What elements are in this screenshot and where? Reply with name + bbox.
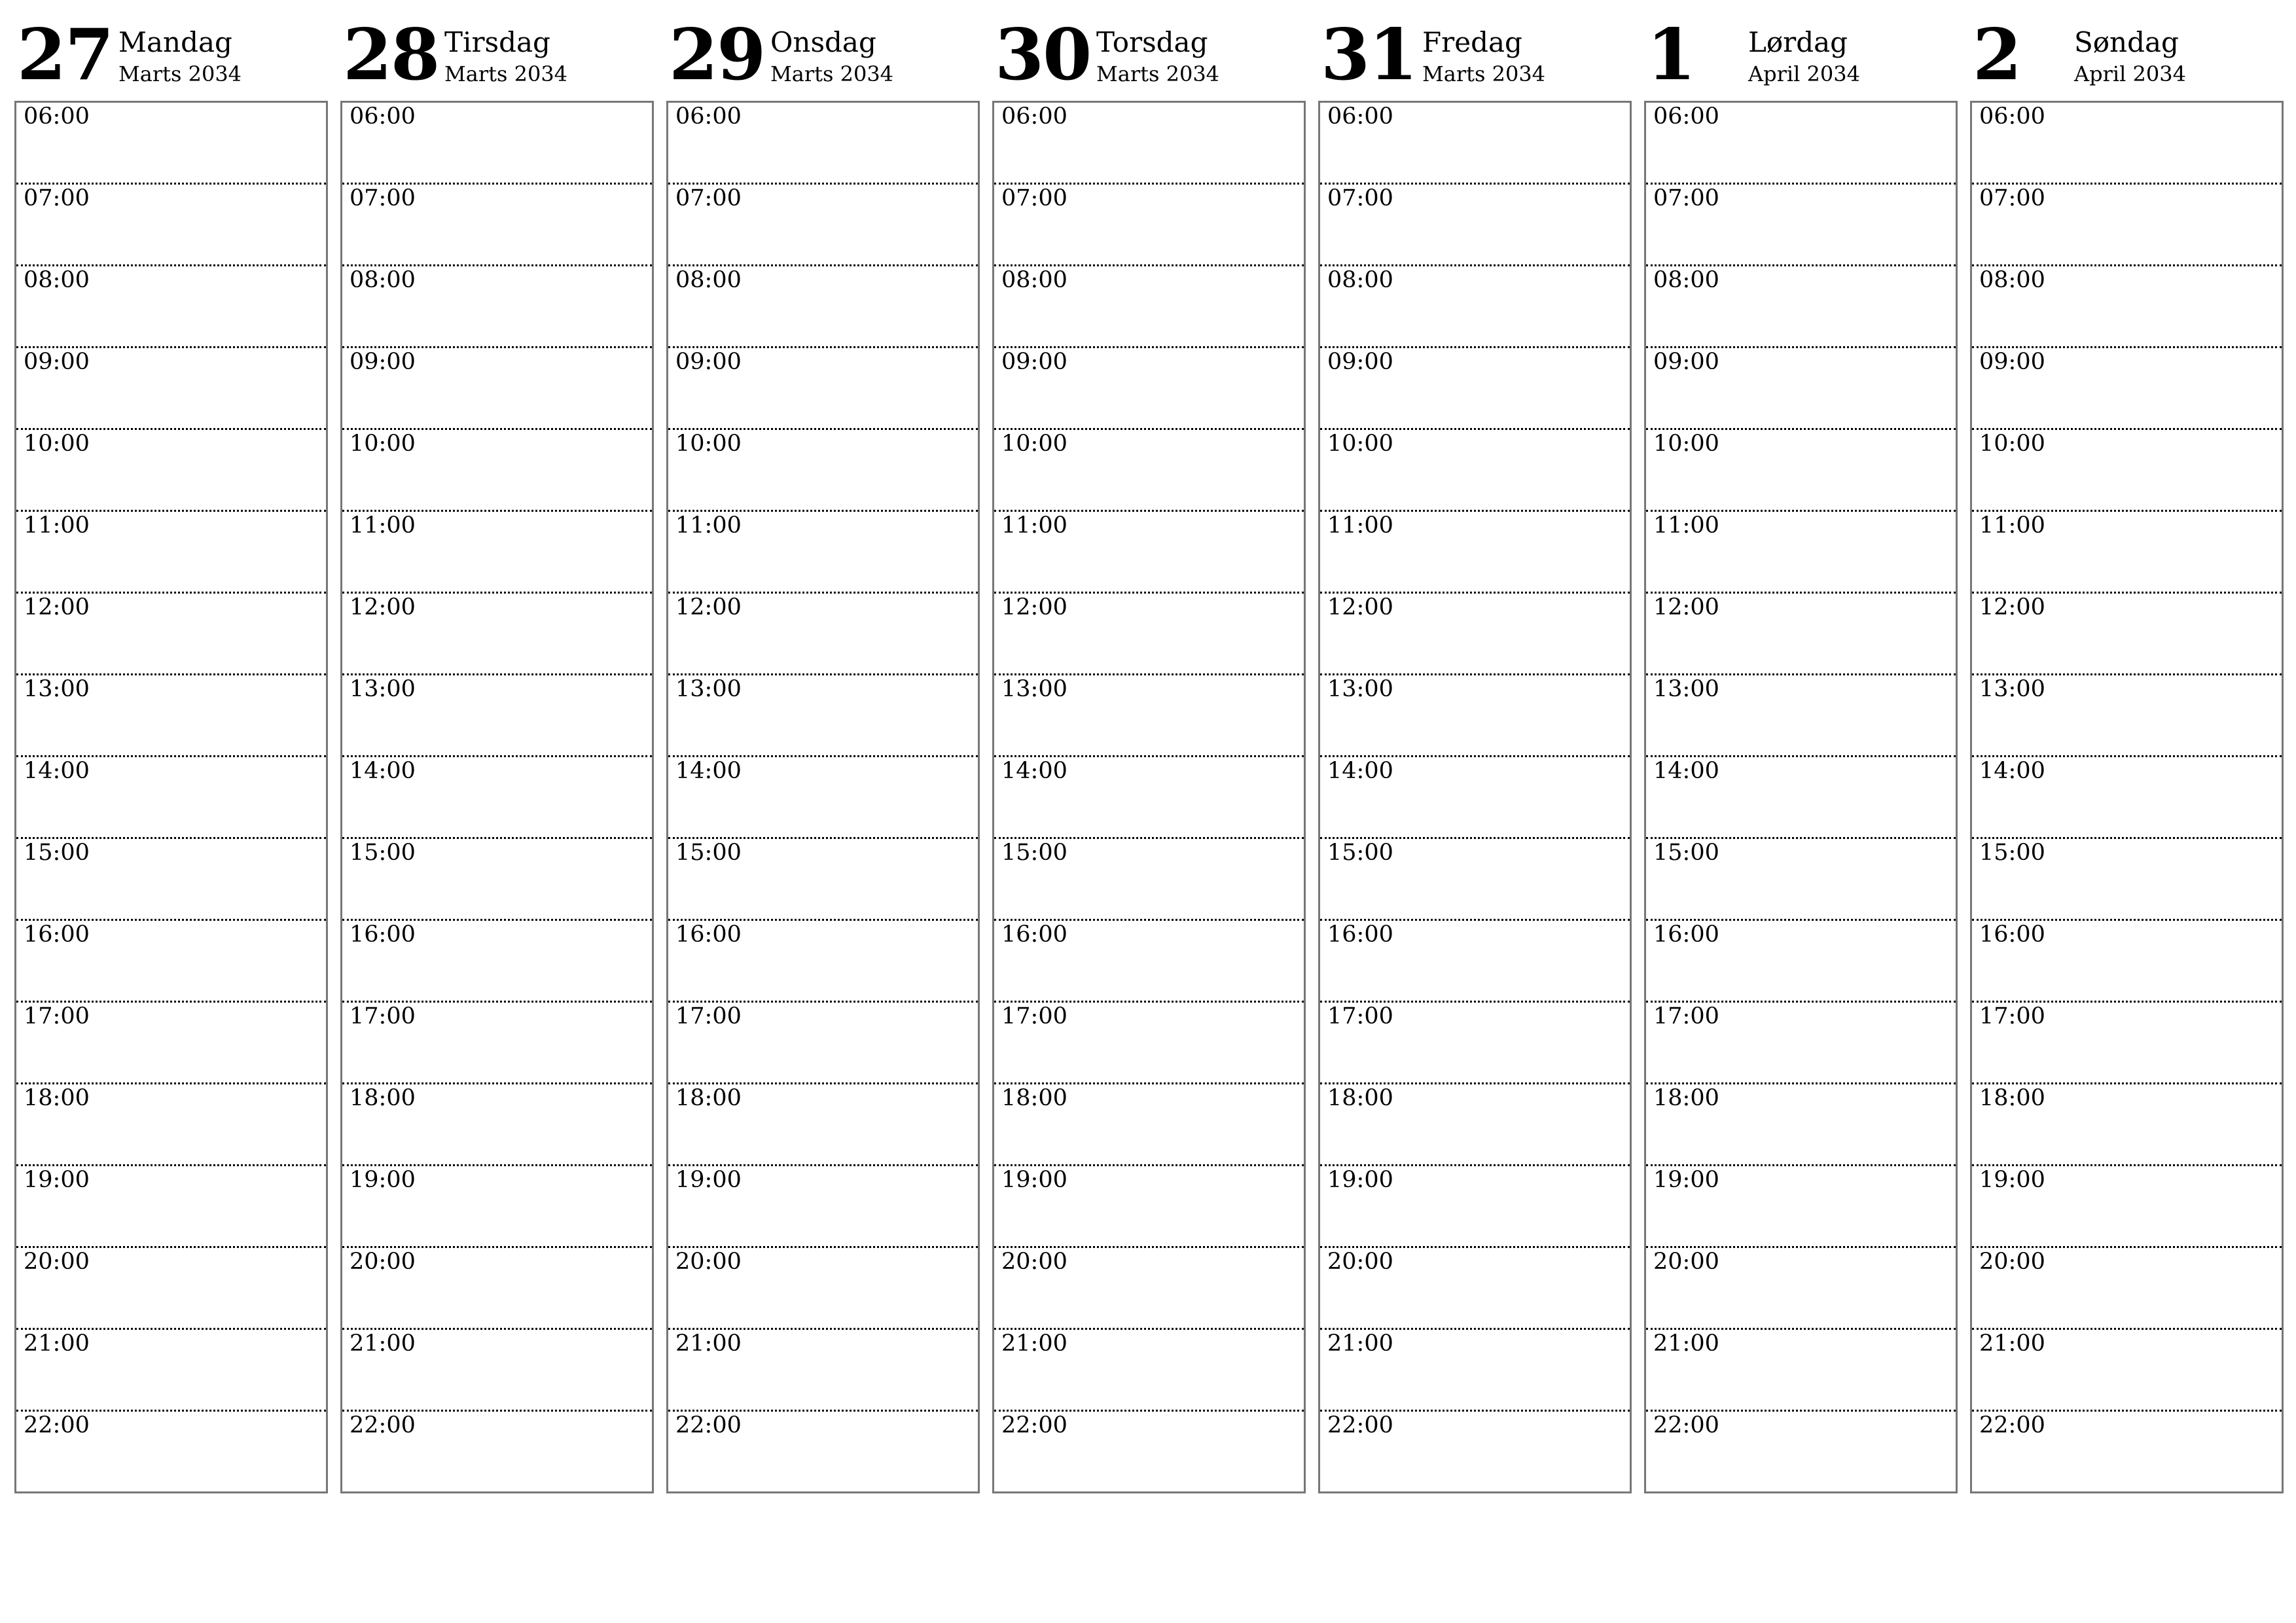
hour-slot[interactable] — [994, 1410, 1304, 1493]
hour-slot[interactable] — [342, 837, 652, 921]
month-label: Marts 2034 — [444, 62, 568, 86]
hour-slot[interactable] — [668, 1164, 978, 1248]
hour-slot[interactable] — [1646, 837, 1956, 921]
hour-slot[interactable] — [1972, 103, 2282, 185]
hour-label: 10:00 — [1001, 431, 1067, 457]
hour-slot[interactable] — [342, 1410, 652, 1493]
hour-label: 21:00 — [24, 1330, 90, 1357]
weekday-label: Tirsdag — [444, 26, 550, 58]
hour-slot[interactable] — [342, 1082, 652, 1166]
hour-slot[interactable] — [668, 346, 978, 430]
hour-label: 12:00 — [675, 594, 742, 620]
hour-slot[interactable] — [1646, 103, 1956, 185]
hour-slot[interactable] — [1972, 592, 2282, 675]
hour-slot[interactable] — [668, 673, 978, 757]
hour-slot[interactable] — [342, 346, 652, 430]
hour-label: 15:00 — [24, 840, 90, 866]
hour-slot[interactable] — [1320, 673, 1630, 757]
hour-label: 10:00 — [1327, 431, 1393, 457]
weekday-label: Søndag — [2074, 26, 2179, 58]
hour-slot[interactable] — [342, 1001, 652, 1084]
hour-slot[interactable] — [1972, 264, 2282, 348]
hour-slot[interactable] — [16, 1164, 326, 1248]
hour-slot[interactable] — [1646, 755, 1956, 839]
hour-label: 13:00 — [1001, 676, 1067, 702]
hour-label: 14:00 — [1327, 758, 1393, 784]
hour-slot[interactable] — [1972, 1410, 2282, 1493]
hour-label: 16:00 — [1327, 921, 1393, 948]
hour-slot[interactable] — [668, 755, 978, 839]
hour-slot[interactable] — [1646, 346, 1956, 430]
hour-label: 16:00 — [1979, 921, 2045, 948]
month-label: April 2034 — [2074, 62, 2186, 86]
hour-label: 16:00 — [675, 921, 742, 948]
hour-label: 21:00 — [1653, 1330, 1719, 1357]
hour-label: 06:00 — [1327, 103, 1393, 130]
day-number: 31 — [1321, 14, 1417, 96]
hour-label: 19:00 — [1653, 1167, 1719, 1193]
hour-slot[interactable] — [342, 510, 652, 594]
hour-label: 06:00 — [1001, 103, 1067, 130]
hour-label: 07:00 — [1327, 185, 1393, 211]
hour-label: 17:00 — [350, 1003, 416, 1029]
hour-slot[interactable] — [1972, 1246, 2282, 1330]
day-header — [666, 14, 978, 99]
hour-slot[interactable] — [16, 346, 326, 430]
hour-slot[interactable] — [16, 1410, 326, 1493]
hour-slot[interactable] — [16, 183, 326, 266]
day-number: 2 — [1973, 14, 2021, 96]
hour-label: 14:00 — [1653, 758, 1719, 784]
hour-slot[interactable] — [1320, 837, 1630, 921]
hour-slot[interactable] — [1646, 919, 1956, 1003]
hour-label: 22:00 — [1653, 1412, 1719, 1438]
day-header — [340, 14, 653, 99]
hour-label: 10:00 — [24, 431, 90, 457]
month-label: Marts 2034 — [1096, 62, 1220, 86]
hour-slot[interactable] — [1972, 346, 2282, 430]
hour-label: 22:00 — [1979, 1412, 2045, 1438]
hour-slot[interactable] — [668, 1410, 978, 1493]
hour-slot[interactable] — [668, 183, 978, 266]
hour-slot[interactable] — [994, 1082, 1304, 1166]
hour-label: 08:00 — [24, 267, 90, 293]
day-time-grid — [1318, 101, 1632, 1493]
hour-slot[interactable] — [342, 183, 652, 266]
hour-slot[interactable] — [994, 1164, 1304, 1248]
hour-slot[interactable] — [1320, 1410, 1630, 1493]
hour-slot[interactable] — [1320, 346, 1630, 430]
hour-label: 12:00 — [1327, 594, 1393, 620]
hour-label: 13:00 — [350, 676, 416, 702]
hour-slot[interactable] — [16, 919, 326, 1003]
hour-slot[interactable] — [1320, 1001, 1630, 1084]
hour-slot[interactable] — [994, 1328, 1304, 1412]
hour-slot[interactable] — [16, 103, 326, 185]
hour-label: 15:00 — [1327, 840, 1393, 866]
hour-label: 09:00 — [350, 349, 416, 375]
hour-label: 20:00 — [1653, 1249, 1719, 1275]
day-number: 29 — [669, 14, 765, 96]
hour-label: 17:00 — [1653, 1003, 1719, 1029]
day-column — [14, 14, 327, 1500]
hour-label: 11:00 — [1653, 512, 1719, 539]
hour-label: 19:00 — [675, 1167, 742, 1193]
hour-label: 22:00 — [1001, 1412, 1067, 1438]
hour-slot[interactable] — [1320, 1082, 1630, 1166]
hour-label: 11:00 — [1979, 512, 2045, 539]
hour-slot[interactable] — [1646, 183, 1956, 266]
hour-label: 17:00 — [24, 1003, 90, 1029]
day-time-grid — [340, 101, 654, 1493]
day-header — [1318, 14, 1630, 99]
hour-label: 10:00 — [350, 431, 416, 457]
hour-label: 08:00 — [1327, 267, 1393, 293]
hour-label: 08:00 — [1653, 267, 1719, 293]
day-number: 28 — [343, 14, 439, 96]
day-column — [666, 14, 978, 1500]
hour-label: 16:00 — [1001, 921, 1067, 948]
hour-slot[interactable] — [342, 755, 652, 839]
hour-label: 14:00 — [1979, 758, 2045, 784]
hour-label: 18:00 — [675, 1085, 742, 1111]
hour-slot[interactable] — [1972, 1328, 2282, 1412]
hour-label: 14:00 — [1001, 758, 1067, 784]
hour-label: 20:00 — [1327, 1249, 1393, 1275]
hour-label: 12:00 — [1979, 594, 2045, 620]
hour-slot[interactable] — [1320, 510, 1630, 594]
weekly-planner — [14, 14, 2282, 1500]
hour-label: 22:00 — [350, 1412, 416, 1438]
hour-slot[interactable] — [342, 919, 652, 1003]
hour-slot[interactable] — [16, 428, 326, 512]
hour-slot[interactable] — [994, 428, 1304, 512]
day-time-grid — [1970, 101, 2284, 1493]
hour-slot[interactable] — [994, 592, 1304, 675]
hour-label: 19:00 — [1327, 1167, 1393, 1193]
hour-label: 17:00 — [1327, 1003, 1393, 1029]
hour-label: 06:00 — [1653, 103, 1719, 130]
hour-label: 18:00 — [1001, 1085, 1067, 1111]
hour-slot[interactable] — [994, 264, 1304, 348]
hour-slot[interactable] — [994, 919, 1304, 1003]
hour-slot[interactable] — [1320, 1246, 1630, 1330]
day-header — [14, 14, 327, 99]
hour-slot[interactable] — [16, 264, 326, 348]
day-header — [1970, 14, 2282, 99]
hour-slot[interactable] — [342, 103, 652, 185]
hour-label: 15:00 — [1979, 840, 2045, 866]
hour-slot[interactable] — [1646, 673, 1956, 757]
hour-slot[interactable] — [668, 510, 978, 594]
hour-slot[interactable] — [668, 592, 978, 675]
hour-slot[interactable] — [1972, 1001, 2282, 1084]
hour-label: 14:00 — [24, 758, 90, 784]
hour-label: 08:00 — [1979, 267, 2045, 293]
hour-label: 15:00 — [1653, 840, 1719, 866]
hour-slot[interactable] — [1320, 428, 1630, 512]
hour-label: 12:00 — [24, 594, 90, 620]
hour-label: 06:00 — [350, 103, 416, 130]
hour-label: 12:00 — [1001, 594, 1067, 620]
hour-label: 11:00 — [1327, 512, 1393, 539]
hour-label: 15:00 — [675, 840, 742, 866]
day-time-grid — [666, 101, 980, 1493]
day-number: 30 — [995, 14, 1091, 96]
hour-slot[interactable] — [1320, 183, 1630, 266]
hour-label: 19:00 — [350, 1167, 416, 1193]
hour-label: 11:00 — [1001, 512, 1067, 539]
hour-slot[interactable] — [994, 103, 1304, 185]
hour-slot[interactable] — [1972, 1164, 2282, 1248]
hour-slot[interactable] — [342, 1328, 652, 1412]
hour-slot[interactable] — [668, 1328, 978, 1412]
hour-slot[interactable] — [1972, 673, 2282, 757]
hour-slot[interactable] — [1646, 1164, 1956, 1248]
hour-slot[interactable] — [668, 103, 978, 185]
hour-label: 19:00 — [24, 1167, 90, 1193]
hour-slot[interactable] — [16, 1082, 326, 1166]
hour-slot[interactable] — [16, 837, 326, 921]
hour-label: 09:00 — [675, 349, 742, 375]
hour-label: 22:00 — [24, 1412, 90, 1438]
hour-slot[interactable] — [994, 673, 1304, 757]
hour-slot[interactable] — [342, 673, 652, 757]
hour-slot[interactable] — [1320, 1328, 1630, 1412]
hour-slot[interactable] — [16, 755, 326, 839]
hour-label: 21:00 — [1979, 1330, 2045, 1357]
day-number: 1 — [1647, 14, 1695, 96]
hour-label: 13:00 — [1327, 676, 1393, 702]
month-label: Marts 2034 — [118, 62, 242, 86]
hour-slot[interactable] — [1646, 1001, 1956, 1084]
hour-slot[interactable] — [16, 673, 326, 757]
day-column — [340, 14, 653, 1500]
hour-label: 09:00 — [1979, 349, 2045, 375]
hour-slot[interactable] — [16, 1328, 326, 1412]
hour-slot[interactable] — [342, 428, 652, 512]
hour-slot[interactable] — [1972, 1082, 2282, 1166]
hour-label: 11:00 — [350, 512, 416, 539]
hour-slot[interactable] — [1646, 592, 1956, 675]
hour-slot[interactable] — [994, 1246, 1304, 1330]
hour-label: 18:00 — [1979, 1085, 2045, 1111]
hour-label: 07:00 — [350, 185, 416, 211]
hour-slot[interactable] — [1972, 510, 2282, 594]
hour-slot[interactable] — [16, 1246, 326, 1330]
month-label: Marts 2034 — [1422, 62, 1546, 86]
hour-label: 13:00 — [1979, 676, 2045, 702]
hour-slot[interactable] — [668, 919, 978, 1003]
hour-slot[interactable] — [994, 1001, 1304, 1084]
hour-label: 07:00 — [1979, 185, 2045, 211]
hour-label: 08:00 — [350, 267, 416, 293]
hour-label: 11:00 — [675, 512, 742, 539]
hour-slot[interactable] — [668, 264, 978, 348]
hour-slot[interactable] — [668, 1082, 978, 1166]
hour-slot[interactable] — [994, 510, 1304, 594]
hour-label: 20:00 — [1979, 1249, 2045, 1275]
hour-label: 18:00 — [1653, 1085, 1719, 1111]
hour-label: 13:00 — [675, 676, 742, 702]
hour-slot[interactable] — [1646, 1246, 1956, 1330]
hour-label: 20:00 — [350, 1249, 416, 1275]
hour-label: 17:00 — [1979, 1003, 2045, 1029]
hour-label: 10:00 — [1653, 431, 1719, 457]
hour-slot[interactable] — [1320, 264, 1630, 348]
hour-slot[interactable] — [1320, 592, 1630, 675]
hour-label: 09:00 — [1001, 349, 1067, 375]
day-column — [992, 14, 1304, 1500]
hour-slot[interactable] — [342, 1164, 652, 1248]
hour-slot[interactable] — [1972, 919, 2282, 1003]
hour-label: 06:00 — [1979, 103, 2045, 130]
weekday-label: Torsdag — [1096, 26, 1208, 58]
hour-slot[interactable] — [342, 1246, 652, 1330]
hour-label: 12:00 — [350, 594, 416, 620]
hour-label: 18:00 — [24, 1085, 90, 1111]
day-header — [1644, 14, 1956, 99]
hour-label: 08:00 — [1001, 267, 1067, 293]
hour-label: 19:00 — [1001, 1167, 1067, 1193]
hour-slot[interactable] — [994, 755, 1304, 839]
weekday-label: Onsdag — [770, 26, 876, 58]
hour-label: 10:00 — [675, 431, 742, 457]
hour-label: 17:00 — [675, 1003, 742, 1029]
day-time-grid — [14, 101, 328, 1493]
hour-label: 21:00 — [350, 1330, 416, 1357]
day-number: 27 — [17, 14, 113, 96]
hour-slot[interactable] — [1646, 1082, 1956, 1166]
hour-slot[interactable] — [1320, 1164, 1630, 1248]
hour-label: 07:00 — [24, 185, 90, 211]
hour-slot[interactable] — [1646, 428, 1956, 512]
hour-label: 07:00 — [1653, 185, 1719, 211]
hour-slot[interactable] — [1320, 103, 1630, 185]
day-column — [1970, 14, 2282, 1500]
hour-slot[interactable] — [1646, 510, 1956, 594]
hour-slot[interactable] — [1646, 1410, 1956, 1493]
hour-label: 21:00 — [1001, 1330, 1067, 1357]
hour-label: 17:00 — [1001, 1003, 1067, 1029]
weekday-label: Fredag — [1422, 26, 1522, 58]
hour-label: 10:00 — [1979, 431, 2045, 457]
hour-label: 07:00 — [1001, 185, 1067, 211]
hour-label: 22:00 — [675, 1412, 742, 1438]
day-column — [1318, 14, 1630, 1500]
hour-label: 16:00 — [350, 921, 416, 948]
month-label: Marts 2034 — [770, 62, 894, 86]
hour-slot[interactable] — [1646, 264, 1956, 348]
hour-label: 21:00 — [675, 1330, 742, 1357]
hour-label: 13:00 — [24, 676, 90, 702]
hour-slot[interactable] — [1320, 755, 1630, 839]
hour-slot[interactable] — [16, 510, 326, 594]
hour-label: 12:00 — [1653, 594, 1719, 620]
hour-slot[interactable] — [994, 346, 1304, 430]
hour-slot[interactable] — [342, 592, 652, 675]
hour-label: 19:00 — [1979, 1167, 2045, 1193]
day-time-grid — [1644, 101, 1958, 1493]
hour-label: 21:00 — [1327, 1330, 1393, 1357]
hour-slot[interactable] — [994, 837, 1304, 921]
hour-slot[interactable] — [994, 183, 1304, 266]
hour-label: 13:00 — [1653, 676, 1719, 702]
hour-label: 20:00 — [24, 1249, 90, 1275]
hour-label: 18:00 — [350, 1085, 416, 1111]
hour-slot[interactable] — [668, 1001, 978, 1084]
hour-label: 07:00 — [675, 185, 742, 211]
hour-label: 20:00 — [675, 1249, 742, 1275]
day-column — [1644, 14, 1956, 1500]
hour-label: 15:00 — [350, 840, 416, 866]
hour-slot[interactable] — [1646, 1328, 1956, 1412]
day-header — [992, 14, 1304, 99]
hour-label: 16:00 — [1653, 921, 1719, 948]
hour-label: 14:00 — [675, 758, 742, 784]
hour-slot[interactable] — [1972, 428, 2282, 512]
hour-slot[interactable] — [1972, 755, 2282, 839]
hour-slot[interactable] — [16, 1001, 326, 1084]
hour-label: 15:00 — [1001, 840, 1067, 866]
hour-label: 16:00 — [24, 921, 90, 948]
hour-label: 11:00 — [24, 512, 90, 539]
weekday-label: Lørdag — [1748, 26, 1848, 58]
hour-label: 09:00 — [24, 349, 90, 375]
hour-label: 09:00 — [1653, 349, 1719, 375]
hour-slot[interactable] — [668, 428, 978, 512]
hour-slot[interactable] — [342, 264, 652, 348]
hour-label: 06:00 — [675, 103, 742, 130]
weekday-label: Mandag — [118, 26, 232, 58]
hour-slot[interactable] — [668, 1246, 978, 1330]
hour-label: 08:00 — [675, 267, 742, 293]
hour-label: 14:00 — [350, 758, 416, 784]
month-label: April 2034 — [1748, 62, 1860, 86]
hour-slot[interactable] — [1972, 837, 2282, 921]
hour-slot[interactable] — [1320, 919, 1630, 1003]
hour-slot[interactable] — [1972, 183, 2282, 266]
hour-slot[interactable] — [16, 592, 326, 675]
hour-slot[interactable] — [668, 837, 978, 921]
hour-label: 06:00 — [24, 103, 90, 130]
day-time-grid — [992, 101, 1306, 1493]
hour-label: 18:00 — [1327, 1085, 1393, 1111]
hour-label: 09:00 — [1327, 349, 1393, 375]
hour-label: 22:00 — [1327, 1412, 1393, 1438]
hour-label: 20:00 — [1001, 1249, 1067, 1275]
